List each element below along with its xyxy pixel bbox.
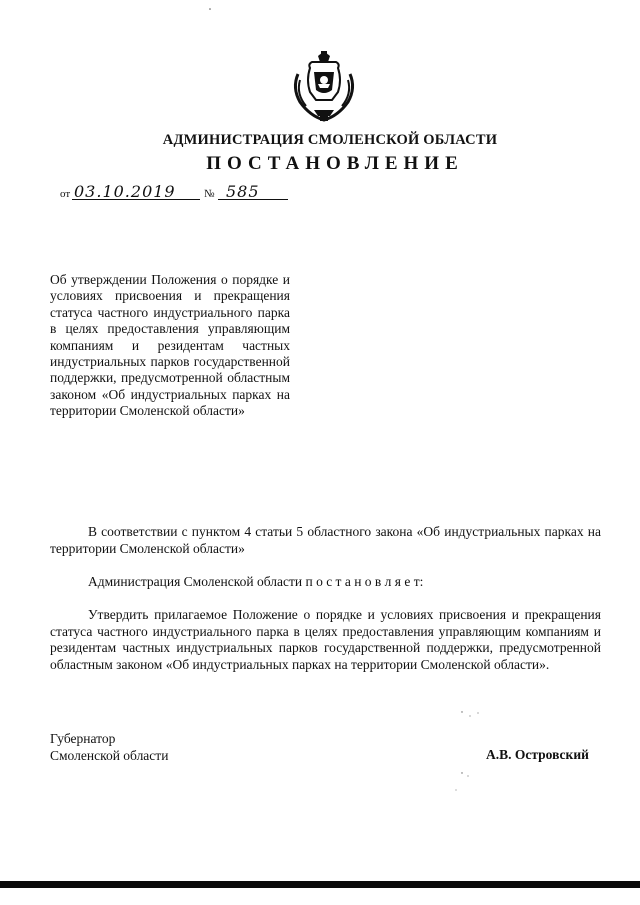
number-label: № [204, 188, 215, 200]
document-title: Об утверждении Положения о порядке и условиях присвоения и прекращения статуса частного индустриального парка в целях предоставления управляющим компаниям и резидентам частных индустриальных парков государственной поддержки, предусмотренной областным законом «Об индустриальных парках на территории Смоленской области» [50, 272, 290, 419]
date-label: от [60, 188, 71, 200]
scan-border-bar [0, 881, 640, 888]
preamble-paragraph: В соответствии с пунктом 4 статьи 5 областного закона «Об индустриальных парках на территории Смоленской области» [50, 524, 601, 556]
number-handwritten: 585 [226, 182, 260, 201]
organization-name: АДМИНИСТРАЦИЯ СМОЛЕНСКОЙ ОБЛАСТИ [162, 132, 498, 148]
smolensk-coat-of-arms-icon [290, 50, 358, 126]
date-handwritten: 03.10.2019 [74, 182, 176, 201]
document-type-title: ПОСТАНОВЛЕНИЕ [206, 153, 464, 174]
signatory-name: А.В. Островский [486, 747, 589, 762]
signatory-position-line-1: Губернатор [50, 731, 116, 746]
signatory-position [50, 731, 168, 764]
resolution-clause [50, 574, 601, 591]
operative-paragraph: Утвердить прилагаемое Положение о порядке и условиях присвоения и прекращения статуса частного индустриального парка в целях предоставления управляющим компаниям и резидентам частных индустриальных парков государственной поддержки, предусмотренной областным законом «Об индустриальных парках на территории Смоленской области». [50, 607, 601, 672]
registration-row [60, 182, 320, 204]
resolution-subject: Администрация Смоленской области [88, 574, 306, 589]
resolution-verb: п о с т а н о в л я е т: [305, 574, 424, 589]
signatory-position-line-2: Смоленской области [50, 747, 169, 763]
